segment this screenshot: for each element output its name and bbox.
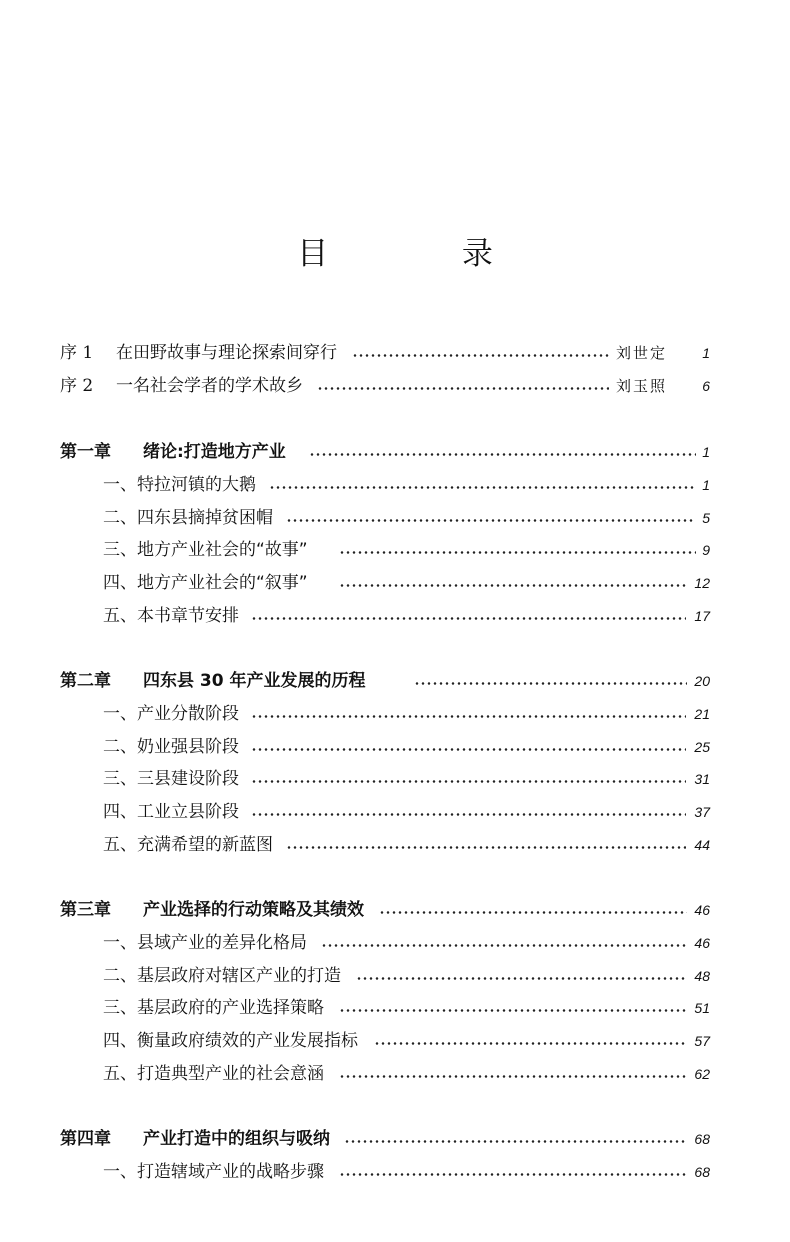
chapter-title: 产业打造中的组织与吸纳 — [143, 1129, 330, 1149]
chapter-entry[interactable] — [0, 438, 790, 466]
page-number: 20 — [694, 673, 710, 689]
section-title: 三、三县建设阶段 — [103, 769, 239, 789]
section-title: 五、充满希望的新蓝图 — [103, 835, 273, 855]
dot-leader — [251, 617, 686, 620]
section-entry[interactable] — [0, 700, 790, 728]
dot-leader — [344, 1140, 687, 1143]
chapter-title: 产业选择的行动策略及其绩效 — [143, 900, 364, 920]
section-entry[interactable] — [0, 994, 790, 1022]
dot-leader — [339, 1075, 687, 1078]
section-title: 四、衡量政府绩效的产业发展指标 — [103, 1031, 358, 1051]
page-number: 46 — [694, 935, 710, 951]
section-title: 五、打造典型产业的社会意涵 — [103, 1064, 324, 1084]
section-entry[interactable] — [0, 929, 790, 957]
page-number: 46 — [694, 902, 710, 918]
page-number: 37 — [694, 804, 710, 820]
dot-leader — [269, 486, 696, 489]
dot-leader — [286, 846, 686, 849]
section-entry[interactable] — [0, 471, 790, 499]
dot-leader — [339, 1173, 687, 1176]
section-title: 二、基层政府对辖区产业的打造 — [103, 966, 341, 986]
page-number: 31 — [694, 771, 710, 787]
dot-leader — [251, 715, 686, 718]
dot-leader — [339, 551, 696, 554]
page-number: 68 — [694, 1131, 710, 1147]
page-number: 51 — [694, 1000, 710, 1016]
page-number: 9 — [702, 542, 710, 558]
page-number: 68 — [694, 1164, 710, 1180]
preface-label: 序 1 — [60, 343, 94, 363]
section-title: 一、打造辖域产业的战略步骤 — [103, 1162, 324, 1182]
section-title: 一、县域产业的差异化格局 — [103, 933, 307, 953]
dot-leader — [379, 911, 687, 914]
dot-leader — [251, 780, 686, 783]
dot-leader — [374, 1042, 687, 1045]
dot-leader — [251, 748, 686, 751]
section-title: 三、基层政府的产业选择策略 — [103, 998, 324, 1018]
section-entry[interactable] — [0, 504, 790, 532]
chapter-label: 第一章 — [60, 442, 111, 462]
page-number: 62 — [694, 1066, 710, 1082]
dot-leader — [251, 813, 686, 816]
preface-title: 一名社会学者的学术故乡 — [116, 376, 303, 396]
section-entry[interactable] — [0, 765, 790, 793]
section-entry[interactable] — [0, 798, 790, 826]
page-number: 57 — [694, 1033, 710, 1049]
chapter-label: 第三章 — [60, 900, 111, 920]
page-number: 21 — [694, 706, 710, 722]
section-entry[interactable] — [0, 602, 790, 630]
page-number: 6 — [702, 378, 710, 394]
dot-leader — [317, 387, 609, 390]
chapter-entry[interactable] — [0, 667, 790, 695]
section-title: 一、产业分散阶段 — [103, 704, 239, 724]
section-entry[interactable] — [0, 1027, 790, 1055]
preface-label: 序 2 — [60, 376, 94, 396]
chapter-label: 第四章 — [60, 1129, 111, 1149]
dot-leader — [309, 453, 696, 456]
preface-author: 刘玉照 — [616, 377, 668, 395]
section-entry[interactable] — [0, 1158, 790, 1186]
section-title: 二、奶业强县阶段 — [103, 737, 239, 757]
section-entry[interactable] — [0, 733, 790, 761]
section-title: 三、地方产业社会的“故事” — [103, 540, 308, 560]
section-entry[interactable] — [0, 569, 790, 597]
page-number: 44 — [694, 837, 710, 853]
page-number: 48 — [694, 968, 710, 984]
page-number: 1 — [702, 477, 710, 493]
dot-leader — [352, 354, 609, 357]
preface-title: 在田野故事与理论探索间穿行 — [116, 343, 337, 363]
page-number: 5 — [702, 510, 710, 526]
section-title: 五、本书章节安排 — [103, 606, 239, 626]
section-entry[interactable] — [0, 1060, 790, 1088]
chapter-entry[interactable] — [0, 1125, 790, 1153]
section-entry[interactable] — [0, 962, 790, 990]
chapter-title: 绪论:打造地方产业 — [143, 442, 286, 462]
page-title: 目 录 — [297, 236, 555, 272]
page-number: 12 — [694, 575, 710, 591]
section-entry[interactable] — [0, 536, 790, 564]
dot-leader — [414, 682, 687, 685]
chapter-label: 第二章 — [60, 671, 111, 691]
section-title: 二、四东县摘掉贫困帽 — [103, 508, 273, 528]
dot-leader — [286, 519, 695, 522]
section-title: 四、工业立县阶段 — [103, 802, 239, 822]
page-number: 1 — [702, 444, 710, 460]
page-number: 1 — [702, 345, 710, 361]
section-title: 四、地方产业社会的“叙事” — [103, 573, 308, 593]
chapter-entry[interactable] — [0, 896, 790, 924]
dot-leader — [339, 584, 687, 587]
section-title: 一、特拉河镇的大鹅 — [103, 475, 256, 495]
preface-entry[interactable] — [0, 339, 790, 367]
dot-leader — [321, 944, 686, 947]
page-number: 17 — [694, 608, 710, 624]
page-number: 25 — [694, 739, 710, 755]
dot-leader — [356, 977, 686, 980]
dot-leader — [339, 1009, 687, 1012]
preface-author: 刘世定 — [616, 344, 668, 362]
section-entry[interactable] — [0, 831, 790, 859]
preface-entry[interactable] — [0, 372, 790, 400]
chapter-title: 四东县 30 年产业发展的历程 — [143, 671, 366, 691]
